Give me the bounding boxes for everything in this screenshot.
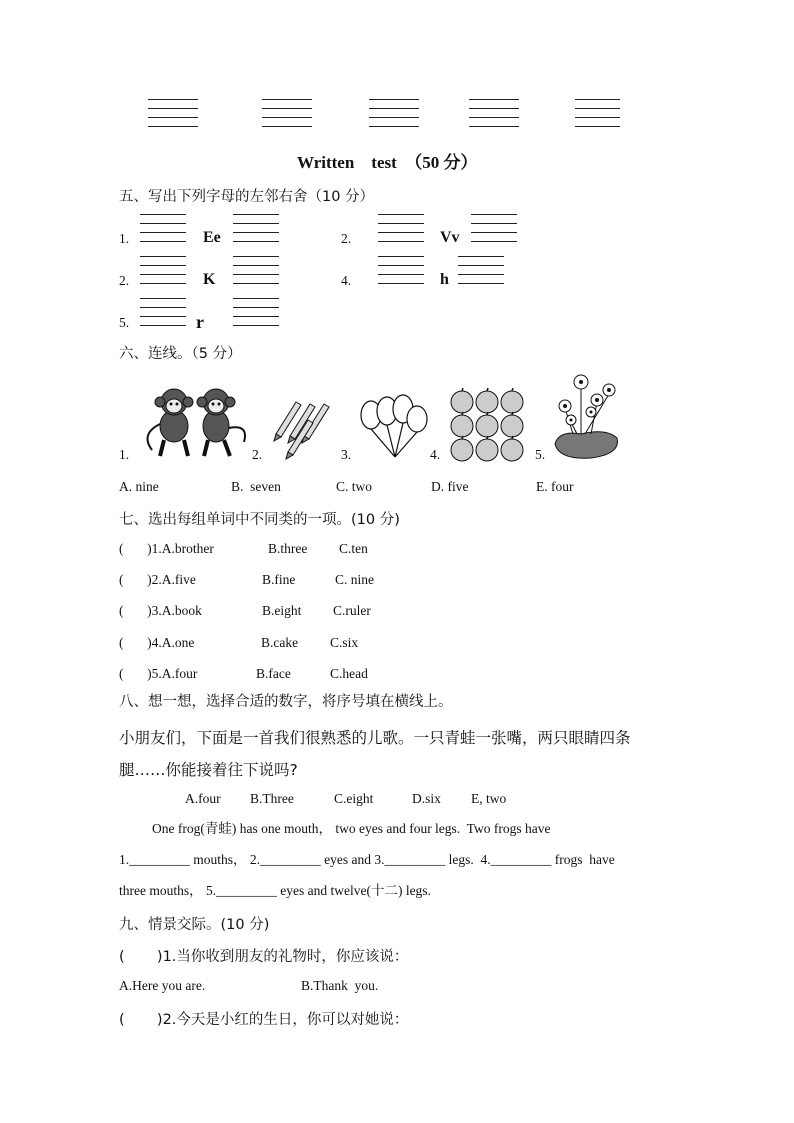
writing-lines <box>378 214 424 250</box>
choice-b: B.three <box>268 541 308 556</box>
question-1: ( )1.当你收到朋友的礼物时，你应该说： <box>119 949 409 965</box>
item-number: 1. <box>119 231 130 246</box>
choice-c: C.six <box>330 635 359 650</box>
writing-lines <box>469 99 519 135</box>
passage-line: 1._________ mouths， 2._________ eyes and 3._________ legs. 4._________ frogs have <box>119 852 615 867</box>
writing-lines <box>262 99 312 135</box>
choice-c: C. nine <box>335 572 374 587</box>
writing-lines <box>148 99 198 135</box>
option-d: D.six <box>412 791 441 806</box>
item-number: 4. <box>341 273 352 288</box>
option-c: C. two <box>336 479 373 494</box>
section-7-heading: 七、选出每组单词中不同类的一项。(10 分) <box>119 512 400 528</box>
section-5-heading: 五、写出下列字母的左邻右舍（10 分） <box>119 189 375 205</box>
answer-a: A.Here you are. <box>119 978 206 993</box>
item-number: 5. <box>119 315 130 330</box>
choice-b: B.eight <box>262 603 302 618</box>
writing-lines <box>140 298 186 334</box>
writing-lines <box>458 256 504 292</box>
letter-ee: Ee <box>203 229 221 246</box>
letter-vv: Vv <box>440 229 460 246</box>
question-row-prefix: ( )5.A.four <box>119 666 198 681</box>
passage-line: three mouths， 5._________ eyes and twelve(十二) legs. <box>119 883 431 898</box>
option-e: E, two <box>471 791 507 806</box>
writing-lines <box>233 298 279 334</box>
section-9-heading: 九、情景交际。(10 分) <box>119 917 270 933</box>
letter-h: h <box>440 271 449 288</box>
writing-lines <box>471 214 517 250</box>
writing-lines <box>140 214 186 250</box>
page-title: Written test （50 分） <box>297 153 478 172</box>
pencils-icon <box>270 396 336 460</box>
option-d: D. five <box>431 479 469 494</box>
apples-icon <box>447 388 527 462</box>
intro-text: 腿……你能接着往下说吗? <box>119 761 298 779</box>
intro-text: 小朋友们，下面是一首我们很熟悉的儿歌。一只青蛙一张嘴，两只眼睛四条 <box>119 729 631 747</box>
monkeys-icon <box>134 384 254 460</box>
picture-number: 4. <box>430 447 441 462</box>
choice-c: C.head <box>330 666 368 681</box>
writing-lines <box>233 256 279 292</box>
answer-b: B.Thank you. <box>301 978 379 993</box>
choice-c: C.ten <box>339 541 368 556</box>
writing-lines <box>378 256 424 292</box>
writing-lines <box>233 214 279 250</box>
option-b: B. seven <box>231 479 281 494</box>
writing-lines <box>140 256 186 292</box>
writing-lines <box>369 99 419 135</box>
picture-number: 1. <box>119 447 130 462</box>
letter-k: K <box>203 271 216 288</box>
option-b: B.Three <box>250 791 294 806</box>
question-row-prefix: ( )2.A.five <box>119 572 196 587</box>
picture-number: 5. <box>535 447 546 462</box>
writing-lines <box>575 99 620 135</box>
question-row-prefix: ( )1.A.brother <box>119 541 214 556</box>
option-c: C.eight <box>334 791 374 806</box>
picture-number: 2. <box>252 447 263 462</box>
option-a: A.four <box>185 791 221 806</box>
question-2: ( )2.今天是小红的生日，你可以对她说： <box>119 1012 409 1028</box>
option-e: E. four <box>536 479 574 494</box>
choice-b: B.face <box>256 666 291 681</box>
balloons-icon <box>357 393 431 461</box>
item-number: 2. <box>119 273 130 288</box>
question-row-prefix: ( )3.A.book <box>119 603 202 618</box>
section-6-heading: 六、连线。（5 分） <box>119 346 242 362</box>
choice-b: B.cake <box>261 635 299 650</box>
letter-r: r <box>196 312 204 332</box>
choice-b: B.fine <box>262 572 296 587</box>
question-row-prefix: ( )4.A.one <box>119 635 195 650</box>
option-a: A. nine <box>119 479 159 494</box>
picture-number: 3. <box>341 447 352 462</box>
flowers-icon <box>551 372 623 462</box>
section-8-heading: 八、想一想，选择合适的数字，将序号填在横线上。 <box>119 694 453 710</box>
passage-line: One frog(青蛙) has one mouth， two eyes and four legs. Two frogs have <box>152 821 551 836</box>
choice-c: C.ruler <box>333 603 371 618</box>
item-number: 2. <box>341 231 352 246</box>
